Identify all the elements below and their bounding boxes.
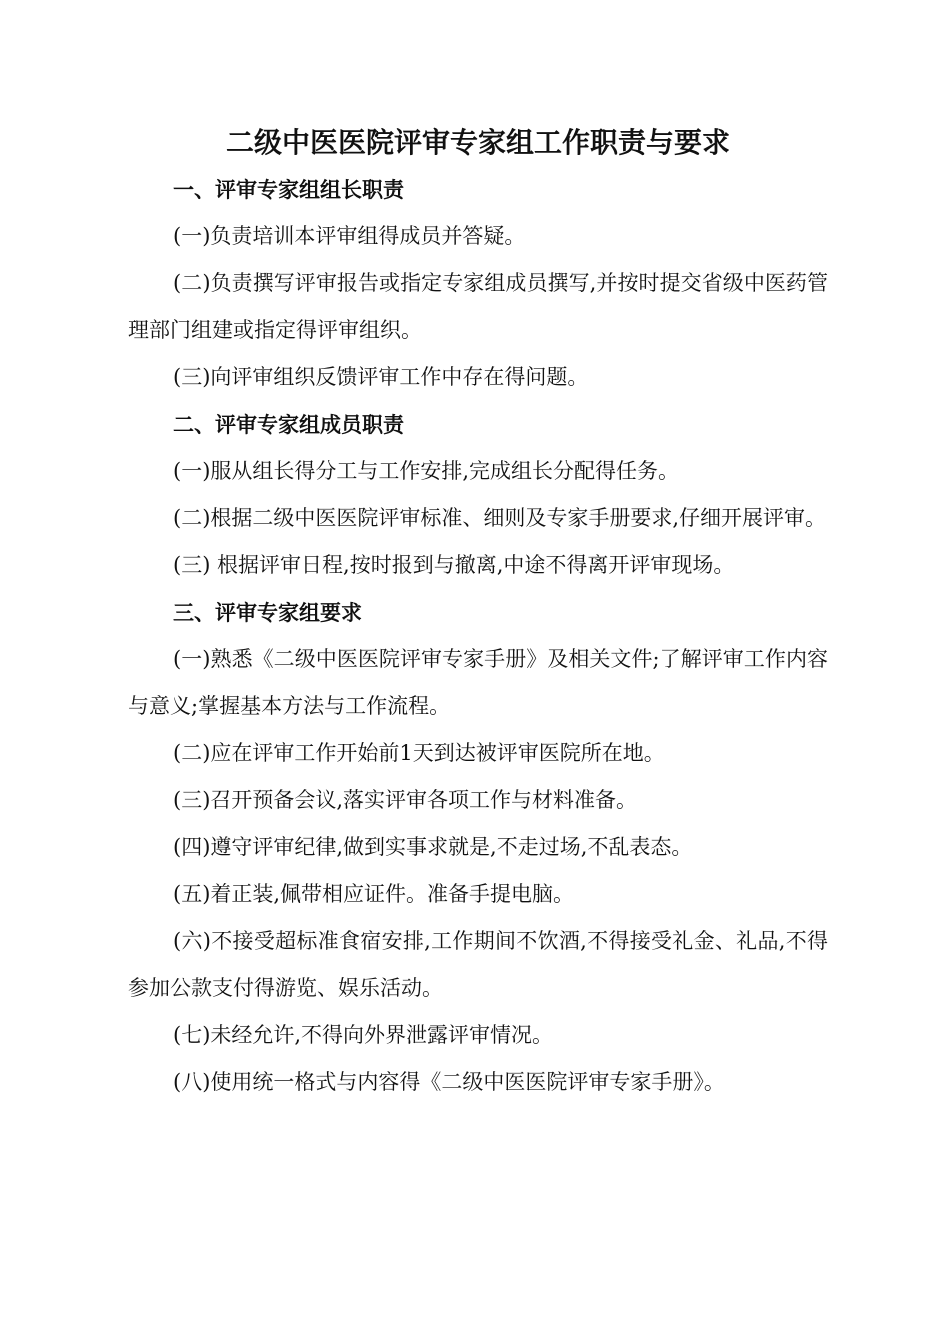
document-title: 二级中医医院评审专家组工作职责与要求 <box>225 126 730 159</box>
paragraph: (二)应在评审工作开始前1天到达被评审医院所在地。 <box>173 741 665 765</box>
paragraph: (七)未经允许,不得向外界泄露评审情况。 <box>173 1023 554 1047</box>
paragraph: (二)根据二级中医医院评审标准、细则及专家手册要求,仔细开展评审。 <box>173 506 827 530</box>
paragraph: (一)负责培训本评审组得成员并答疑。 <box>173 224 526 248</box>
section-heading: 三、评审专家组要求 <box>173 600 362 625</box>
section-group-requirements <box>128 589 828 1106</box>
paragraph: (四)遵守评审纪律,做到实事求就是,不走过场,不乱表态。 <box>173 835 693 859</box>
section-member-duties <box>128 401 828 589</box>
paragraph: (一)熟悉《二级中医医院评审专家手册》及相关文件;了解评审工作内容与意义;掌握基本方法与工作流程。 <box>128 647 828 718</box>
paragraph: (一)服从组长得分工与工作安排,完成组长分配得任务。 <box>173 459 680 483</box>
paragraph: (三)向评审组织反馈评审工作中存在得问题。 <box>173 365 589 389</box>
section-heading: 二、评审专家组成员职责 <box>173 412 404 437</box>
paragraph: (三)召开预备会议,落实评审各项工作与材料准备。 <box>173 788 638 812</box>
section-heading: 一、评审专家组组长职责 <box>173 177 404 202</box>
section-leader-duties <box>128 166 828 401</box>
paragraph: (八)使用统一格式与内容得《二级中医医院评审专家手册》。 <box>173 1070 725 1094</box>
document-page <box>128 120 828 1106</box>
paragraph: (三) 根据评审日程,按时报到与撤离,中途不得离开评审现场。 <box>173 553 735 577</box>
paragraph: (二)负责撰写评审报告或指定专家组成员撰写,并按时提交省级中医药管理部门组建或指定得评审组织。 <box>128 271 828 342</box>
paragraph: (六)不接受超标准食宿安排,工作期间不饮酒,不得接受礼金、礼品,不得参加公款支付得游览、娱乐活动。 <box>128 929 828 1000</box>
paragraph: (五)着正装,佩带相应证件。准备手提电脑。 <box>173 882 575 906</box>
